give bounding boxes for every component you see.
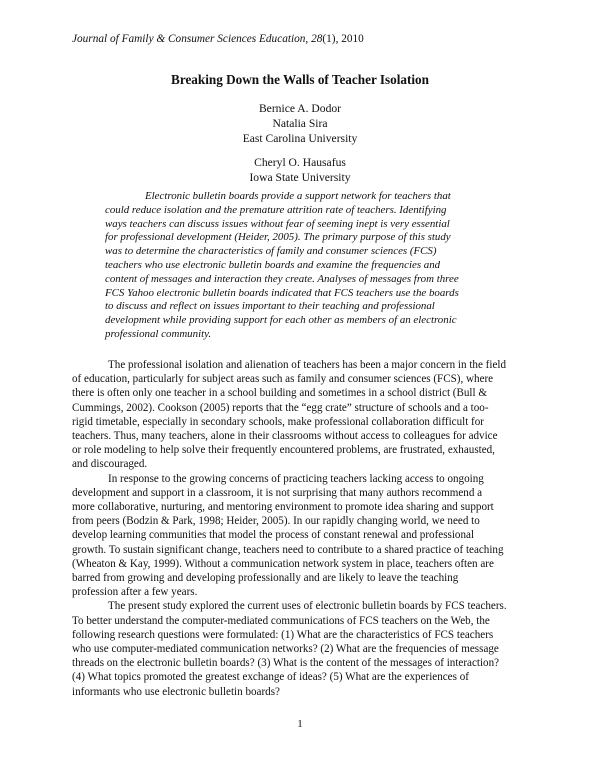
body-line: profession after a few years. (72, 586, 198, 599)
body-line: In response to the growing concerns of practicing teachers lacking access to ongoing (108, 472, 484, 485)
body-line: development and support in a classroom, it is not surprising that many authors recommend a (72, 486, 483, 499)
author-block-1 (0, 101, 600, 146)
abstract-line: for professional development (Heider, 2005). The primary purpose of this study (105, 231, 451, 244)
body-line: rigid timetable, especially in secondary schools, make professional collaboration difficult for (72, 415, 484, 428)
body-line: The professional isolation and alienation of teachers has been a major concern in the field (108, 359, 506, 371)
body-line: of education, particularly for subject areas such as family and consumer sciences (FCS), where (72, 373, 494, 386)
paragraph (72, 599, 534, 698)
body-line: The present study explored the current uses of electronic bulletin boards by FCS teachers. (108, 600, 507, 613)
paragraph (72, 358, 534, 472)
paper-title: Breaking Down the Walls of Teacher Isolation (171, 72, 429, 87)
body-line: (Wheaton & Kay, 1999). Without a communication network system in place, teachers often are (72, 557, 494, 570)
abstract-line: teachers who use electronic bulletin boards and examine the frequencies and (105, 258, 441, 271)
journal-header (72, 33, 364, 45)
abstract (105, 190, 501, 342)
author-name: Bernice A. Dodor (258, 102, 342, 115)
body-line: growth. To sustain significant change, teachers need to contribute to a shared practice of teaching (72, 543, 504, 556)
page-number: 1 (297, 718, 303, 730)
abstract-line: Electronic bulletin boards provide a support network for teachers that (145, 190, 451, 202)
body-line: barred from growing and developing professionally and are likely to leave the teaching (72, 572, 459, 585)
body-line: from peers (Bodzin & Park, 1998; Heider, 2005). In our rapidly changing world, we need to (72, 515, 480, 528)
journal-name: Journal of Family & Consumer Sciences Education, (72, 33, 309, 45)
abstract-line: to discuss and reflect on issues important to their teaching and professional (105, 300, 435, 313)
author-block-2 (0, 155, 600, 185)
journal-issue-year: (1), 2010 (322, 33, 364, 45)
author-affiliation: East Carolina University (242, 132, 358, 145)
body-line: and discouraged. (72, 458, 148, 471)
abstract-line: FCS Yahoo electronic bulletin boards indicated that FCS teachers use the boards (105, 286, 459, 299)
abstract-line: content of messages and interaction they create. Analyses of messages from three (105, 272, 459, 285)
body-line: To better understand the computer-mediated communications of FCS teachers on the Web, the (72, 614, 490, 627)
body-text (72, 358, 534, 699)
author-name: Natalia Sira (272, 117, 328, 130)
body-line: or role modeling to help solve their frequently encountered problems, are frustrated, exhausted, (72, 444, 495, 457)
journal-volume: 28 (311, 33, 323, 45)
abstract-line: could reduce isolation and the premature attrition rate of teachers. Identifying (105, 203, 447, 216)
paragraph (72, 472, 534, 600)
body-line: following research questions were formulated: (1) What are the characteristics of FCS teachers (72, 628, 494, 641)
body-line: (4) What topics promoted the greatest exchange of ideas? (5) What are the experiences of (72, 671, 469, 684)
abstract-line: development while providing support for each other as members of an electronic (105, 314, 457, 327)
author-affiliation: Iowa State University (249, 171, 351, 184)
body-line: develop learning communities that model the process of constant renewal and professional (72, 529, 475, 542)
author-name: Cheryl O. Hausafus (254, 156, 346, 169)
body-line: there is often only one teacher in a school building and sometimes in a school district (Bull & (72, 387, 488, 400)
body-line: teachers. Thus, many teachers, alone in their classrooms without access to colleagues for advice (72, 430, 498, 443)
body-line: threads on the electronic bulletin boards? (3) What is the content of the messages of interaction? (72, 657, 500, 670)
body-line: more collaborative, nurturing, and mentoring environment to promote idea sharing and support (72, 501, 494, 514)
abstract-line: professional community. (105, 327, 212, 340)
body-line: Cummings, 2002). Cookson (2005) reports that the “egg crate” structure of schools and a too- (72, 401, 489, 414)
abstract-line: ways teachers can discuss issues without fear of seeming inept is very essential (105, 217, 450, 230)
body-line: who use computer-mediated communication networks? (2) What are the frequencies of message (72, 643, 499, 656)
abstract-line: was to determine the characteristics of family and consumer sciences (FCS) (105, 245, 437, 258)
body-line: informants who use electronic bulletin boards? (72, 685, 280, 698)
